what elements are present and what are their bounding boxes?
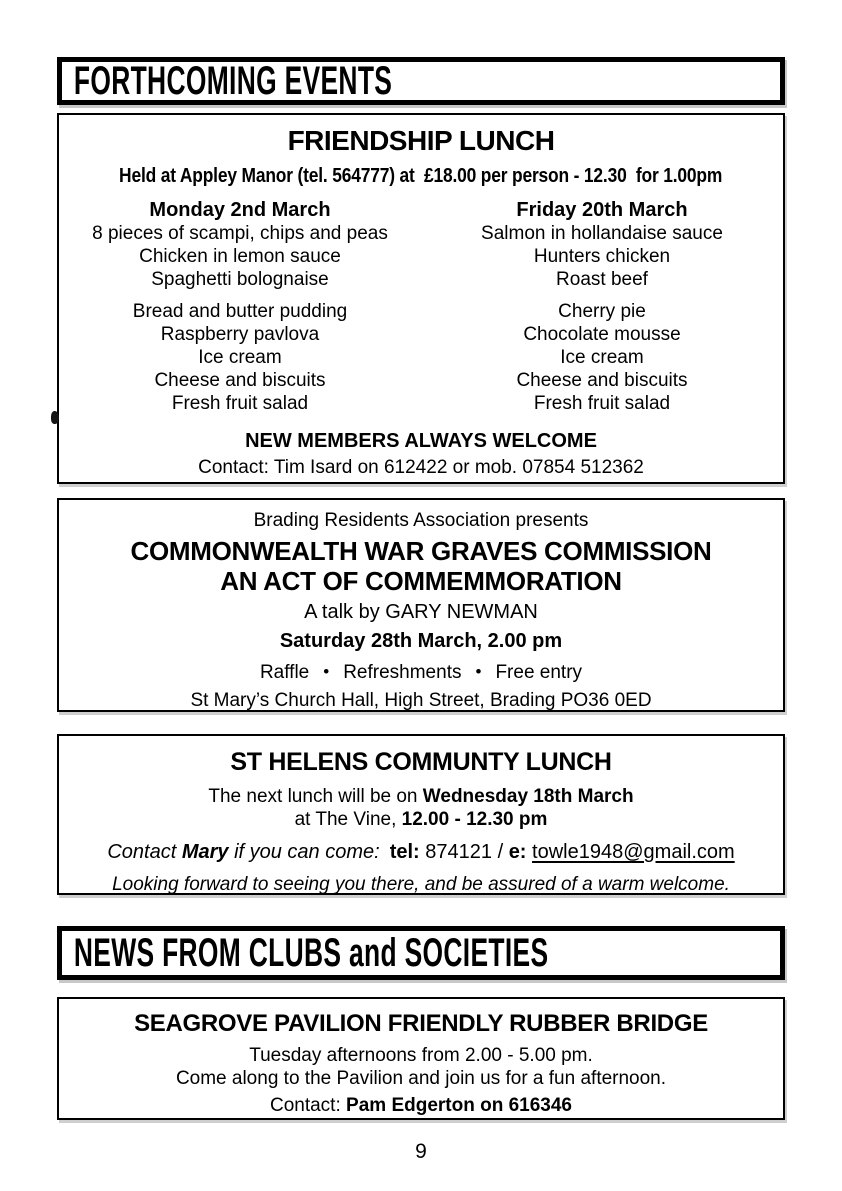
menu-column-monday — [59, 199, 421, 415]
contact-phrase: if you can come: — [228, 841, 380, 863]
contact-label: Contact: — [269, 1095, 347, 1116]
seagrove-contact-line — [59, 1094, 783, 1117]
st-helens-title: ST HELENS COMMUNTY LUNCH — [230, 748, 612, 776]
menu-item: Cheese and biscuits — [154, 370, 326, 391]
slash-separator: / — [497, 841, 509, 863]
dessert-list — [59, 300, 421, 415]
menu-item: Hunters chicken — [533, 246, 671, 267]
news-clubs-title: NEWS FROM CLUBS and SOCIETIES — [73, 931, 549, 975]
bridge-schedule-line: Tuesday afternoons from 2.00 - 5.00 pm. — [249, 1045, 593, 1066]
bridge-invite-line: Come along to the Pavilion and join us for a fun afternoon. — [175, 1068, 667, 1089]
scan-smudge-artifact — [51, 411, 59, 424]
page-number: 9 — [415, 1140, 427, 1163]
menu-date: Monday 2nd March — [149, 199, 331, 221]
menu-date: Friday 20th March — [516, 199, 688, 221]
lunch-venue-prefix: at The Vine, — [294, 809, 402, 830]
menu-columns — [59, 199, 783, 415]
feature-item: Free entry — [495, 662, 583, 683]
lunch-time-bold: 12.00 - 12.30 pm — [401, 809, 548, 830]
menu-item: Salmon in hollandaise sauce — [481, 223, 723, 244]
tel-number: 874121 — [419, 841, 498, 863]
menu-item: Chocolate mousse — [523, 324, 681, 345]
venue-line: St Mary’s Church Hall, High Street, Brading PO36 0ED — [190, 690, 652, 711]
menu-item: Raspberry pavlova — [160, 324, 320, 345]
commonwealth-talk-box — [57, 498, 785, 712]
st-helens-contact-line — [59, 840, 783, 864]
lunch-date-bold: Wednesday 18th March — [422, 786, 634, 807]
closing-line: Looking forward to seeing you there, and be assured of a warm welcome. — [112, 874, 730, 895]
bullet-separator-icon: • — [475, 662, 482, 681]
lunch-time-line — [59, 808, 783, 831]
features-line — [59, 660, 783, 684]
menu-item: Cherry pie — [558, 301, 646, 322]
menu-item: Fresh fruit salad — [171, 393, 309, 414]
lunch-date-prefix: The next lunch will be on — [208, 786, 423, 807]
friendship-contact-line: Contact: Tim Isard on 612422 or mob. 07854 512362 — [198, 457, 644, 478]
new-members-note: NEW MEMBERS ALWAYS WELCOME — [245, 430, 597, 452]
talk-datetime-line: Saturday 28th March, 2.00 pm — [279, 630, 563, 652]
tel-label: tel: — [389, 841, 420, 863]
menu-item: Ice cream — [198, 347, 282, 368]
commonwealth-title-line2: AN ACT OF COMMEMMORATION — [220, 566, 622, 596]
menu-item: Fresh fruit salad — [533, 393, 671, 414]
seagrove-title: SEAGROVE PAVILION FRIENDLY RUBBER BRIDGE — [134, 1010, 708, 1037]
email-link[interactable]: towle1948@gmail.com — [532, 841, 735, 863]
menu-item: Chicken in lemon sauce — [139, 246, 341, 267]
speaker-line: A talk by GARY NEWMAN — [304, 601, 538, 623]
menu-item: Ice cream — [560, 347, 644, 368]
friendship-lunch-box — [57, 113, 785, 484]
menu-column-friday — [421, 199, 783, 415]
forthcoming-events-banner — [57, 57, 785, 105]
menu-item: Spaghetti bolognaise — [151, 269, 329, 290]
friendship-lunch-title: FRIENDSHIP LUNCH — [287, 125, 555, 156]
dessert-list — [421, 300, 783, 415]
menu-item: 8 pieces of scampi, chips and peas — [92, 223, 388, 244]
feature-item: Refreshments — [343, 662, 462, 683]
menu-item: Roast beef — [556, 269, 648, 290]
menu-item: Bread and butter pudding — [132, 301, 348, 322]
contact-details: Pam Edgerton on 616346 — [346, 1095, 572, 1116]
st-helens-lunch-box — [57, 734, 785, 895]
contact-name: Mary — [181, 841, 229, 863]
email-label: e: — [508, 841, 527, 863]
seagrove-bridge-box — [57, 997, 785, 1120]
news-clubs-banner — [57, 926, 785, 980]
friendship-lunch-subtitle: Held at Appley Manor (tel. 564777) at £18.00 per person - 12.30 for 1.00pm — [119, 165, 723, 187]
commonwealth-title-line1: COMMONWEALTH WAR GRAVES COMMISSION — [130, 536, 712, 566]
forthcoming-events-title: FORTHCOMING EVENTS — [73, 59, 393, 103]
presenter-line: Brading Residents Association presents — [253, 510, 589, 531]
contact-phrase: Contact — [107, 841, 182, 863]
lunch-date-line — [59, 785, 783, 808]
menu-item: Cheese and biscuits — [516, 370, 688, 391]
bullet-separator-icon: • — [323, 662, 330, 681]
feature-item: Raffle — [259, 662, 310, 683]
